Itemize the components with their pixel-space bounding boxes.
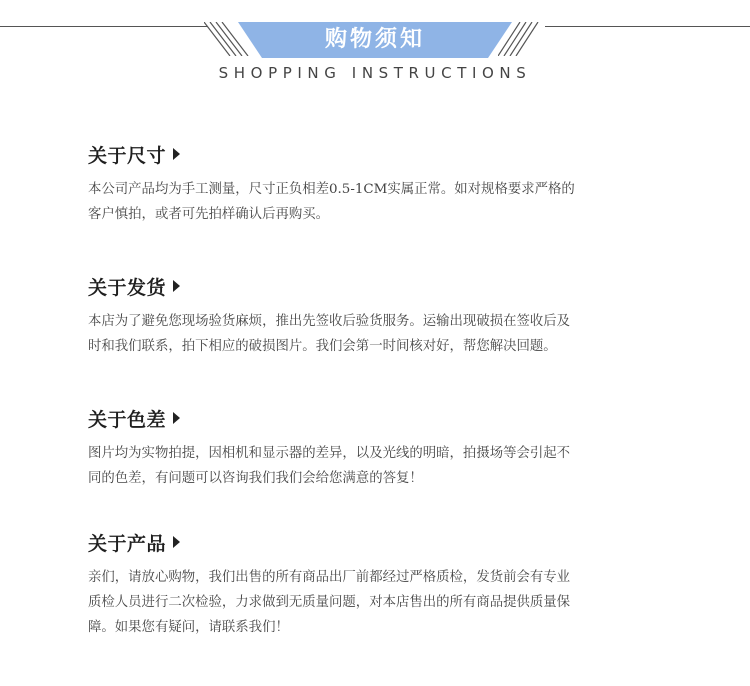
header-divider-left	[0, 26, 208, 27]
arrow-right-icon	[173, 280, 180, 292]
page-header	[0, 0, 750, 100]
page-title: 购物须知	[324, 27, 425, 52]
arrow-right-icon	[173, 148, 180, 160]
section-title: 关于发货	[88, 276, 167, 299]
arrow-right-icon	[173, 536, 180, 548]
section-heading	[88, 271, 668, 301]
header-banner	[238, 22, 512, 58]
section-shipping	[88, 271, 668, 359]
section-size	[88, 139, 668, 227]
section-product	[88, 527, 668, 640]
decorative-stripes-right	[498, 22, 546, 56]
section-body: 本公司产品均为手工测量，尺寸正负相差0.5-1CM实属正常。如对规格要求严格的 客户慎拍，或者可先拍样确认后再购买。	[88, 182, 575, 222]
section-title: 关于产品	[88, 532, 167, 555]
section-title: 关于尺寸	[88, 144, 167, 167]
section-title: 关于色差	[88, 408, 167, 431]
section-body: 图片均为实物拍提，因相机和显示器的差异，以及光线的明暗，拍摄场等会引起不 同的色差，有问题可以咨询我们我们会给您满意的答复！	[88, 446, 571, 486]
section-color-difference	[88, 403, 668, 491]
page-subtitle: SHOPPING INSTRUCTIONS	[218, 64, 532, 82]
arrow-right-icon	[173, 412, 180, 424]
section-heading	[88, 527, 668, 557]
section-body: 亲们，请放心购物，我们出售的所有商品出厂前都经过严格质检，发货前会有专业 质检人员进行二次检验，力求做到无质量问题，对本店售出的所有商品提供质量保 障。如果您有疑问，请联系我们！	[88, 570, 571, 635]
header-divider-right	[545, 26, 750, 27]
section-body: 本店为了避免您现场验货麻烦，推出先签收后验货服务。运输出现破损在签收后及 时和我们联系，拍下相应的破损图片。我们会第一时间核对好，帮您解决回题。	[88, 314, 571, 354]
section-heading	[88, 139, 668, 169]
section-heading	[88, 403, 668, 433]
